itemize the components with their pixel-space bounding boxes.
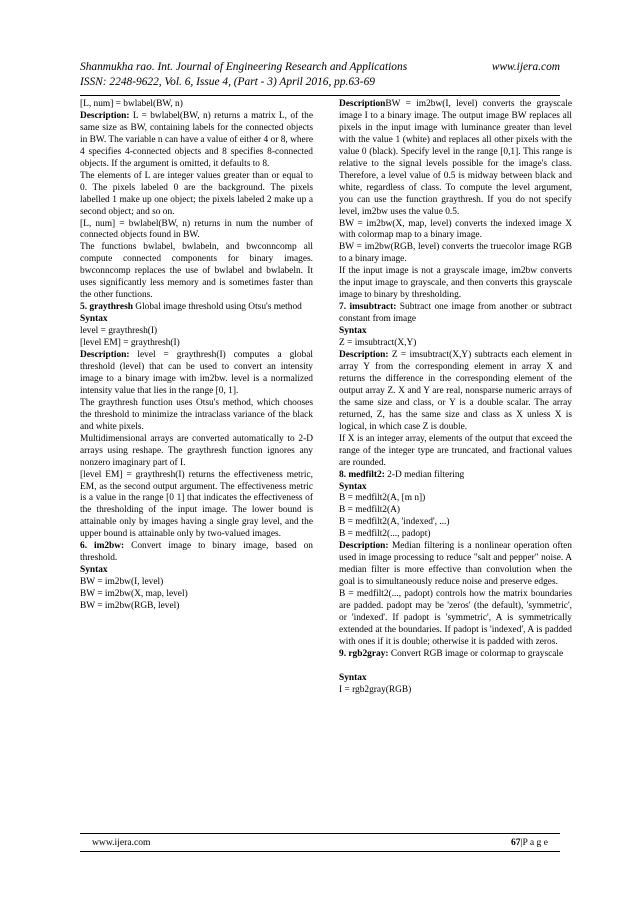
paragraph-label: 6. im2bw: (80, 541, 125, 552)
paragraph-text: B = medfilt2(A) (339, 505, 401, 516)
paragraph-label: Description: (339, 350, 389, 361)
paragraph (339, 505, 572, 517)
paragraph-text: BW = im2bw(I, level) converts the grayscale image I to a binary image. The output image BW replaces all pixels in the input image with luminance greater than level with the value 1 (white) and replaces all other pixels with the value 0 (black). Specify level in the range [0,1]. This range is relative to the signal levels possible for the image's class. Therefore, a level value of 0.5 is midway between black and white, regardless of class. To compute the level argument, you can use the function graythresh. If you do not specify level, im2bw uses the value 0.5. (339, 99, 572, 217)
paragraph-text: BW = im2bw(X, map, level) (80, 589, 188, 600)
journal-citation: Shanmukha rao. Int. Journal of Engineering Research and Applications (80, 61, 408, 73)
paragraph (339, 517, 572, 529)
paragraph-label: Syntax (339, 672, 367, 683)
paragraph (339, 326, 572, 338)
paragraph-label: Syntax (80, 565, 108, 576)
paragraph (339, 219, 572, 243)
paragraph (80, 242, 313, 302)
paragraph-text: Global image threshold using Otsu's method (132, 302, 302, 313)
paragraph (80, 541, 313, 565)
right-column (339, 99, 572, 697)
page-header (80, 60, 560, 90)
paragraph (339, 350, 572, 434)
paragraph-text: [L, num] = bwlabel(BW, n) (80, 99, 183, 109)
paragraph-text: BW = im2bw(RGB, level) converts the truecolor image RGB to a binary image. (339, 242, 572, 265)
paragraph (339, 589, 572, 649)
paragraph-text: Subtract one image from another or subtract constant from image (339, 302, 572, 325)
paragraph (339, 242, 572, 266)
paragraph-label: 9. rgb2gray: (339, 648, 389, 659)
paragraph (80, 398, 313, 434)
paragraph (80, 577, 313, 589)
paragraph-text: The elements of L are integer values greater than or equal to 0. The pixels labeled 0 are the background. The pixels labelled 1 make up one object; the pixels labeled 2 make up a second object; and so on. (80, 170, 313, 217)
paragraph-label: 7. imsubtract: (339, 302, 397, 313)
paragraph-text: [level EM] = graythresh(I) returns the effectiveness metric, EM, as the second output argument. The effectiveness metric is a value in the range [0 1] that indicates the effectiveness of the thresholding of the input image. The lower bound is attainable only by images having a single gray level, and the upper bound is attainable only by two-valued images. (80, 469, 313, 540)
paragraph-label: 8. medfilt2: (339, 469, 385, 480)
paragraph (80, 565, 313, 577)
paragraph-text: level = graythresh(I) computes a global threshold (level) that can be used to convert an intensity image to a binary image with im2bw. level is a normalized intensity value that lies in the range [0, 1]. (80, 350, 313, 396)
paragraph (80, 314, 313, 326)
paragraph-text: B = medfilt2(A, [m n]) (339, 493, 426, 504)
paragraph (339, 266, 572, 302)
paragraph (80, 111, 313, 171)
paragraph (339, 470, 572, 482)
paragraph (339, 493, 572, 505)
left-column (80, 99, 313, 613)
paragraph-text: Z = imsubtract(X,Y) subtracts each element in array Y from the corresponding element in array X and returns the difference in the corresponding element of the output array Z. X and Y are real, nonsparse numeric arrays of the same size and class, or Y is a double scalar. The array returned, Z, has the same size and class as X unless X is logical, in which case Z is double. (339, 350, 572, 432)
paragraph-label: Syntax (339, 481, 367, 492)
paragraph-text: B = medfilt2(..., padopt) controls how the matrix boundaries are padded. padopt may be 'zeros' (the default), 'symmetric', or 'indexed'. If padopt is 'symmetric', A is symmetrically extended at the boundaries. If padopt is 'indexed', A is padded with ones if it is double; otherwise it is padded with zeros. (339, 589, 572, 647)
paragraph (339, 649, 572, 661)
paragraph (339, 338, 572, 350)
paragraph-label: Description: (339, 541, 389, 552)
page-number (511, 837, 548, 848)
journal-url[interactable]: www.ijera.com (491, 61, 560, 73)
paragraph-text: Convert image to binary image, based on threshold. (80, 541, 313, 564)
footer-url[interactable]: www.ijera.com (92, 837, 151, 848)
paragraph-label: Syntax (80, 314, 108, 325)
paragraph (339, 661, 572, 673)
paragraph-text: Convert RGB image or colormap to grayscale (388, 648, 564, 659)
paragraph (339, 541, 572, 589)
paragraph (339, 685, 572, 697)
paragraph (339, 99, 572, 219)
page-number-value: 67 (510, 837, 521, 848)
paragraph (80, 326, 313, 338)
paragraph-text: The functions bwlabel, bwlabeln, and bwconncomp all compute connected components for binary images. bwconncomp replaces the use of bwlabel and bwlabeln. It uses significantly less memory and is sometimes faster than the other functions. (80, 242, 313, 301)
paragraph-text: B = medfilt2(..., padopt) (339, 529, 431, 540)
paragraph (80, 302, 313, 314)
paragraph-text: BW = im2bw(I, level) (80, 577, 164, 588)
paragraph-label: Syntax (339, 326, 367, 337)
paragraph (80, 171, 313, 219)
issn-line: ISSN: 2248-9622, Vol. 6, Issue 4, (Part - 3) April 2016, pp.63-69 (80, 76, 375, 88)
paragraph-text: If the input image is not a grayscale image, im2bw converts the input image to grayscale, and then converts this grayscale image to binary by thresholding. (339, 266, 572, 301)
paragraph-text: Z = imsubtract(X,Y) (339, 338, 417, 349)
paragraph-text: I = rgb2gray(RGB) (339, 684, 412, 695)
paragraph (80, 601, 313, 613)
paragraph (80, 99, 313, 111)
paragraph-text: level = graythresh(I) (80, 326, 158, 337)
paragraph (80, 589, 313, 601)
page-label: |P a g e (520, 837, 548, 848)
paragraph-label: Description (339, 99, 386, 109)
header-divider (80, 95, 560, 96)
paragraph-text: [level EM] = graythresh(I) (80, 338, 180, 349)
paragraph-text: Median filtering is a nonlinear operation often used in image processing to reduce "salt and pepper" noise. A median filter is more effective than convolution when the goal is to simultaneously reduce noise and preserve edges. (339, 541, 572, 588)
page-footer (80, 833, 560, 852)
paragraph-text: The graythresh function uses Otsu's method, which chooses the threshold to minimize the intraclass variance of the black and white pixels. (80, 397, 313, 432)
paragraph (339, 302, 572, 326)
paragraph-text: 2-D median filtering (384, 469, 465, 480)
paragraph-text: BW = im2bw(X, map, level) converts the indexed image X with colormap map to a binary image. (339, 218, 572, 241)
paragraph (80, 470, 313, 542)
paragraph-text: L = bwlabel(BW, n) returns a matrix L, of the same size as BW, containing labels for the connected objects in BW. The variable n can have a value of either 4 or 8, where 4 specifies 4-connected objects and 8 specifies 8-connected objects. If the argument is omitted, it defaults to 8. (80, 110, 313, 169)
paragraph-text: B = medfilt2(A, 'indexed', ...) (339, 517, 450, 528)
paragraph (339, 482, 572, 494)
paragraph-label: Description: (80, 110, 130, 121)
paragraph (80, 350, 313, 398)
paragraph (80, 219, 313, 243)
paragraph-label: Description: (80, 350, 130, 361)
paragraph-text: BW = im2bw(RGB, level) (80, 601, 180, 612)
paragraph-text: Multidimensional arrays are converted automatically to 2-D arrays using reshape. The graythresh function ignores any nonzero imaginary part of I. (80, 433, 313, 468)
paragraph (339, 434, 572, 470)
paragraph-text: [L, num] = bwlabel(BW, n) returns in num the number of connected objects found in BW. (80, 218, 313, 241)
paragraph (339, 529, 572, 541)
paragraph-label: 5. graythresh (80, 302, 133, 313)
paragraph (80, 434, 313, 470)
paragraph (339, 673, 572, 685)
paragraph (80, 338, 313, 350)
paragraph-text: If X is an integer array, elements of the output that exceed the range of the integer type are truncated, and fractional values are rounded. (339, 433, 572, 468)
